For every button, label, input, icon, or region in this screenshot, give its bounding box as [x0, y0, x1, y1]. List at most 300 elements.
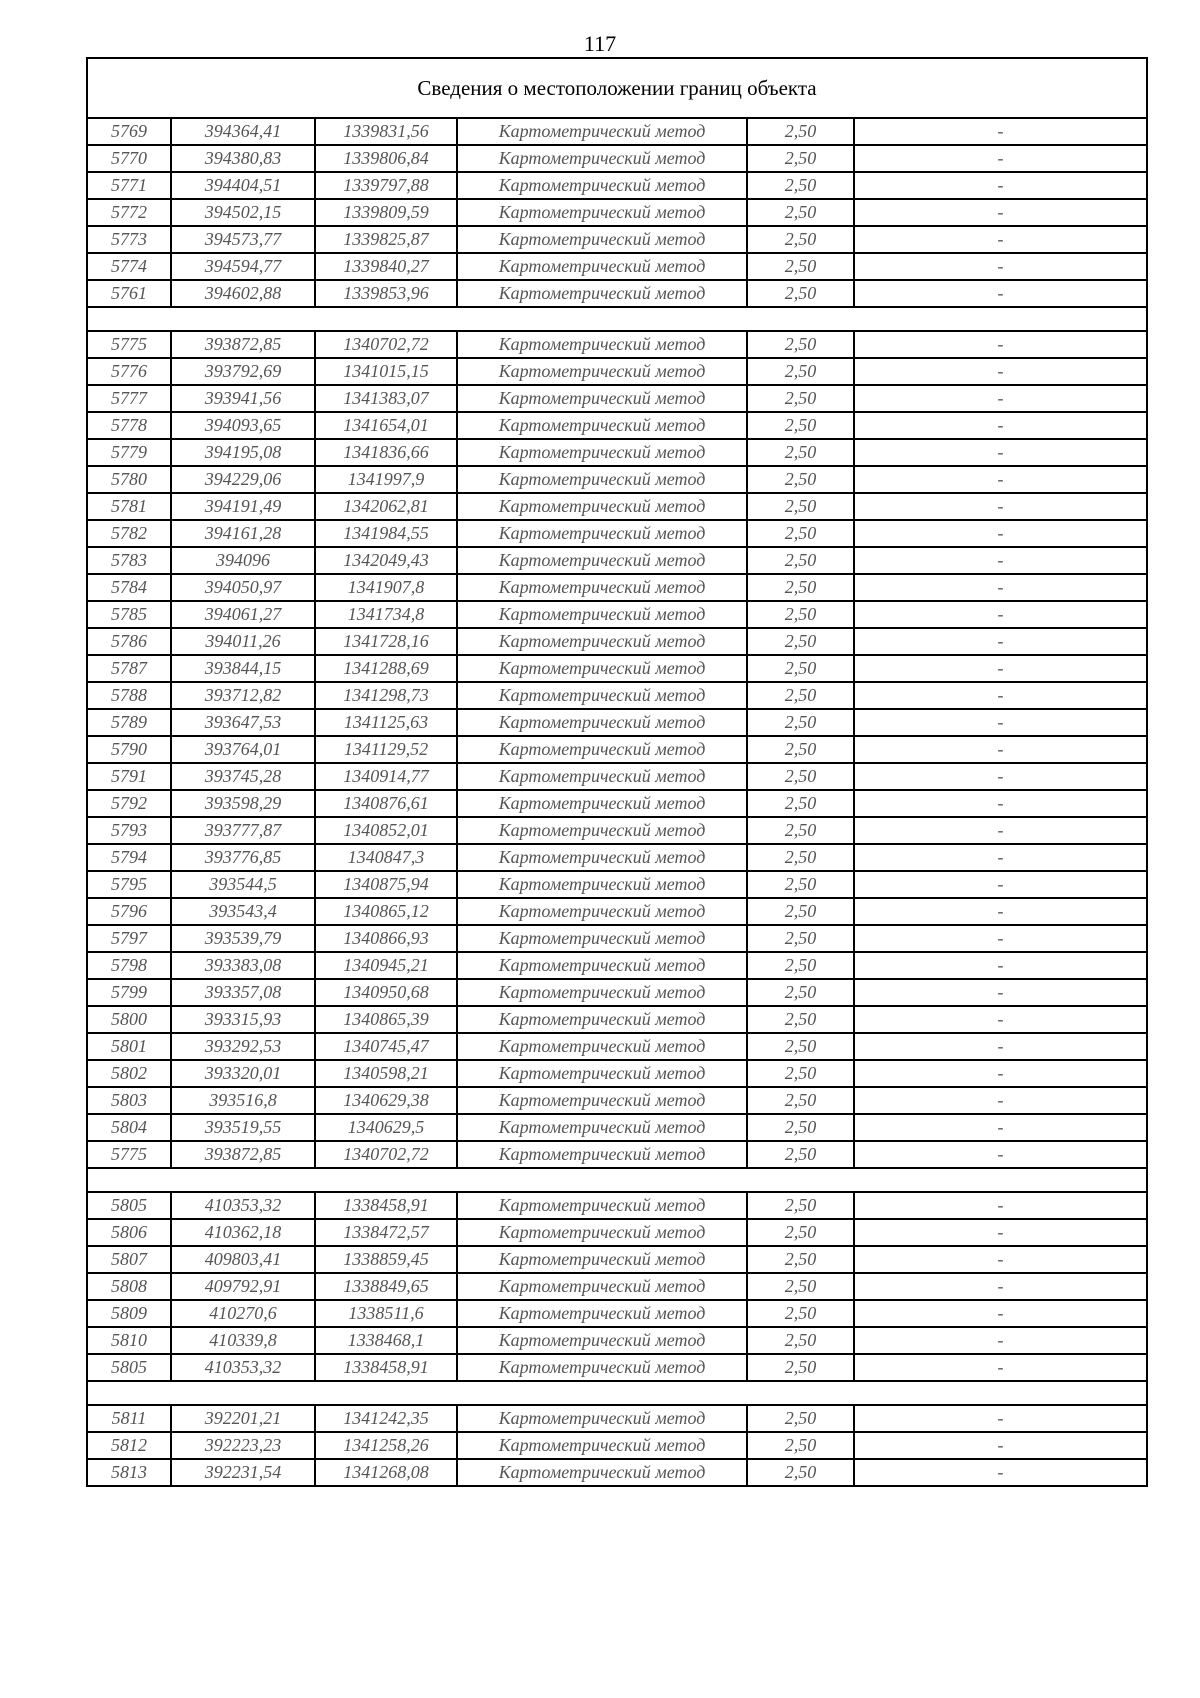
y-coordinate-cell: 1341268,08 [315, 1459, 457, 1486]
table-row [87, 466, 1147, 493]
method-cell: Картометрический метод [457, 574, 747, 601]
accuracy-cell: 2,50 [747, 817, 854, 844]
x-coordinate-cell: 393941,56 [171, 385, 315, 412]
x-coordinate-cell: 393776,85 [171, 844, 315, 871]
table-row [87, 253, 1147, 280]
description-cell: - [854, 1192, 1147, 1219]
accuracy-cell: 2,50 [747, 280, 854, 307]
table-row [87, 979, 1147, 1006]
point-number-cell: 5769 [87, 118, 171, 145]
method-cell: Картометрический метод [457, 1192, 747, 1219]
table-row [87, 682, 1147, 709]
accuracy-cell: 2,50 [747, 898, 854, 925]
description-cell: - [854, 1219, 1147, 1246]
table-row [87, 226, 1147, 253]
point-number-cell: 5798 [87, 952, 171, 979]
description-cell: - [854, 1114, 1147, 1141]
group-separator-cell [87, 1168, 1147, 1192]
point-number-cell: 5794 [87, 844, 171, 871]
point-number-cell: 5777 [87, 385, 171, 412]
method-cell: Картометрический метод [457, 1273, 747, 1300]
accuracy-cell: 2,50 [747, 1141, 854, 1168]
accuracy-cell: 2,50 [747, 574, 854, 601]
method-cell: Картометрический метод [457, 547, 747, 574]
x-coordinate-cell: 394093,65 [171, 412, 315, 439]
x-coordinate-cell: 409792,91 [171, 1273, 315, 1300]
table-row [87, 493, 1147, 520]
y-coordinate-cell: 1338849,65 [315, 1273, 457, 1300]
x-coordinate-cell: 394229,06 [171, 466, 315, 493]
point-number-cell: 5800 [87, 1006, 171, 1033]
method-cell: Картометрический метод [457, 493, 747, 520]
y-coordinate-cell: 1341129,52 [315, 736, 457, 763]
y-coordinate-cell: 1339840,27 [315, 253, 457, 280]
y-coordinate-cell: 1339853,96 [315, 280, 457, 307]
point-number-cell: 5808 [87, 1273, 171, 1300]
accuracy-cell: 2,50 [747, 844, 854, 871]
x-coordinate-cell: 394195,08 [171, 439, 315, 466]
method-cell: Картометрический метод [457, 520, 747, 547]
y-coordinate-cell: 1339825,87 [315, 226, 457, 253]
method-cell: Картометрический метод [457, 385, 747, 412]
y-coordinate-cell: 1340876,61 [315, 790, 457, 817]
x-coordinate-cell: 394602,88 [171, 280, 315, 307]
accuracy-cell: 2,50 [747, 1432, 854, 1459]
y-coordinate-cell: 1341242,35 [315, 1405, 457, 1432]
method-cell: Картометрический метод [457, 952, 747, 979]
method-cell: Картометрический метод [457, 1459, 747, 1486]
description-cell: - [854, 280, 1147, 307]
accuracy-cell: 2,50 [747, 682, 854, 709]
accuracy-cell: 2,50 [747, 466, 854, 493]
table-row [87, 118, 1147, 145]
point-number-cell: 5786 [87, 628, 171, 655]
description-cell: - [854, 1327, 1147, 1354]
y-coordinate-cell: 1338472,57 [315, 1219, 457, 1246]
description-cell: - [854, 1354, 1147, 1381]
method-cell: Картометрический метод [457, 628, 747, 655]
method-cell: Картометрический метод [457, 226, 747, 253]
accuracy-cell: 2,50 [747, 253, 854, 280]
method-cell: Картометрический метод [457, 1246, 747, 1273]
point-number-cell: 5782 [87, 520, 171, 547]
method-cell: Картометрический метод [457, 1060, 747, 1087]
method-cell: Картометрический метод [457, 601, 747, 628]
y-coordinate-cell: 1341383,07 [315, 385, 457, 412]
y-coordinate-cell: 1340847,3 [315, 844, 457, 871]
description-cell: - [854, 1087, 1147, 1114]
point-number-cell: 5761 [87, 280, 171, 307]
y-coordinate-cell: 1341728,16 [315, 628, 457, 655]
description-cell: - [854, 763, 1147, 790]
table-row [87, 763, 1147, 790]
y-coordinate-cell: 1340629,5 [315, 1114, 457, 1141]
description-cell: - [854, 331, 1147, 358]
table-row [87, 1060, 1147, 1087]
y-coordinate-cell: 1341654,01 [315, 412, 457, 439]
description-cell: - [854, 790, 1147, 817]
point-number-cell: 5811 [87, 1405, 171, 1432]
description-cell: - [854, 817, 1147, 844]
table-row [87, 412, 1147, 439]
x-coordinate-cell: 393315,93 [171, 1006, 315, 1033]
method-cell: Картометрический метод [457, 1141, 747, 1168]
description-cell: - [854, 1405, 1147, 1432]
description-cell: - [854, 1033, 1147, 1060]
description-cell: - [854, 385, 1147, 412]
point-number-cell: 5774 [87, 253, 171, 280]
table-row [87, 1087, 1147, 1114]
y-coordinate-cell: 1339809,59 [315, 199, 457, 226]
y-coordinate-cell: 1341125,63 [315, 709, 457, 736]
description-cell: - [854, 601, 1147, 628]
x-coordinate-cell: 409803,41 [171, 1246, 315, 1273]
y-coordinate-cell: 1339806,84 [315, 145, 457, 172]
method-cell: Картометрический метод [457, 709, 747, 736]
method-cell: Картометрический метод [457, 253, 747, 280]
point-number-cell: 5797 [87, 925, 171, 952]
group-separator-cell [87, 1381, 1147, 1405]
x-coordinate-cell: 410362,18 [171, 1219, 315, 1246]
y-coordinate-cell: 1340745,47 [315, 1033, 457, 1060]
description-cell: - [854, 574, 1147, 601]
x-coordinate-cell: 394364,41 [171, 118, 315, 145]
description-cell: - [854, 736, 1147, 763]
description-cell: - [854, 1300, 1147, 1327]
table-body [87, 58, 1147, 1486]
y-coordinate-cell: 1339831,56 [315, 118, 457, 145]
table-row [87, 898, 1147, 925]
method-cell: Картометрический метод [457, 1033, 747, 1060]
accuracy-cell: 2,50 [747, 226, 854, 253]
group-separator-row [87, 1381, 1147, 1405]
group-separator-cell [87, 307, 1147, 331]
y-coordinate-cell: 1340875,94 [315, 871, 457, 898]
description-cell: - [854, 1459, 1147, 1486]
description-cell: - [854, 493, 1147, 520]
y-coordinate-cell: 1340629,38 [315, 1087, 457, 1114]
accuracy-cell: 2,50 [747, 439, 854, 466]
description-cell: - [854, 709, 1147, 736]
table-row [87, 817, 1147, 844]
method-cell: Картометрический метод [457, 1432, 747, 1459]
table-title: Сведения о местоположении границ объекта [87, 58, 1147, 118]
point-number-cell: 5781 [87, 493, 171, 520]
method-cell: Картометрический метод [457, 736, 747, 763]
x-coordinate-cell: 394050,97 [171, 574, 315, 601]
table-row [87, 952, 1147, 979]
y-coordinate-cell: 1340914,77 [315, 763, 457, 790]
method-cell: Картометрический метод [457, 1006, 747, 1033]
y-coordinate-cell: 1338458,91 [315, 1192, 457, 1219]
description-cell: - [854, 1432, 1147, 1459]
method-cell: Картометрический метод [457, 1087, 747, 1114]
y-coordinate-cell: 1338468,1 [315, 1327, 457, 1354]
description-cell: - [854, 253, 1147, 280]
description-cell: - [854, 628, 1147, 655]
table-row [87, 709, 1147, 736]
method-cell: Картометрический метод [457, 358, 747, 385]
description-cell: - [854, 1273, 1147, 1300]
y-coordinate-cell: 1341984,55 [315, 520, 457, 547]
x-coordinate-cell: 393872,85 [171, 331, 315, 358]
description-cell: - [854, 226, 1147, 253]
accuracy-cell: 2,50 [747, 1459, 854, 1486]
y-coordinate-cell: 1340598,21 [315, 1060, 457, 1087]
y-coordinate-cell: 1340865,12 [315, 898, 457, 925]
y-coordinate-cell: 1338859,45 [315, 1246, 457, 1273]
description-cell: - [854, 358, 1147, 385]
table-row [87, 331, 1147, 358]
point-number-cell: 5773 [87, 226, 171, 253]
point-number-cell: 5795 [87, 871, 171, 898]
x-coordinate-cell: 393872,85 [171, 1141, 315, 1168]
description-cell: - [854, 979, 1147, 1006]
x-coordinate-cell: 393539,79 [171, 925, 315, 952]
table-row [87, 871, 1147, 898]
point-number-cell: 5779 [87, 439, 171, 466]
x-coordinate-cell: 393292,53 [171, 1033, 315, 1060]
table-row [87, 1246, 1147, 1273]
point-number-cell: 5806 [87, 1219, 171, 1246]
accuracy-cell: 2,50 [747, 1033, 854, 1060]
point-number-cell: 5813 [87, 1459, 171, 1486]
accuracy-cell: 2,50 [747, 358, 854, 385]
accuracy-cell: 2,50 [747, 145, 854, 172]
accuracy-cell: 2,50 [747, 1219, 854, 1246]
x-coordinate-cell: 393516,8 [171, 1087, 315, 1114]
point-number-cell: 5799 [87, 979, 171, 1006]
description-cell: - [854, 655, 1147, 682]
point-number-cell: 5789 [87, 709, 171, 736]
point-number-cell: 5805 [87, 1354, 171, 1381]
accuracy-cell: 2,50 [747, 1273, 854, 1300]
point-number-cell: 5802 [87, 1060, 171, 1087]
accuracy-cell: 2,50 [747, 925, 854, 952]
accuracy-cell: 2,50 [747, 871, 854, 898]
x-coordinate-cell: 393357,08 [171, 979, 315, 1006]
table-title-row [87, 58, 1147, 118]
accuracy-cell: 2,50 [747, 520, 854, 547]
accuracy-cell: 2,50 [747, 1300, 854, 1327]
accuracy-cell: 2,50 [747, 763, 854, 790]
table-row [87, 601, 1147, 628]
description-cell: - [854, 898, 1147, 925]
y-coordinate-cell: 1341734,8 [315, 601, 457, 628]
point-number-cell: 5784 [87, 574, 171, 601]
description-cell: - [854, 1246, 1147, 1273]
description-cell: - [854, 952, 1147, 979]
x-coordinate-cell: 393764,01 [171, 736, 315, 763]
x-coordinate-cell: 393544,5 [171, 871, 315, 898]
y-coordinate-cell: 1340950,68 [315, 979, 457, 1006]
table-row [87, 925, 1147, 952]
accuracy-cell: 2,50 [747, 601, 854, 628]
accuracy-cell: 2,50 [747, 952, 854, 979]
point-number-cell: 5790 [87, 736, 171, 763]
boundary-table-container [86, 57, 1146, 1487]
x-coordinate-cell: 393383,08 [171, 952, 315, 979]
table-row [87, 1192, 1147, 1219]
accuracy-cell: 2,50 [747, 385, 854, 412]
accuracy-cell: 2,50 [747, 1114, 854, 1141]
point-number-cell: 5772 [87, 199, 171, 226]
point-number-cell: 5775 [87, 1141, 171, 1168]
method-cell: Картометрический метод [457, 763, 747, 790]
accuracy-cell: 2,50 [747, 172, 854, 199]
table-row [87, 574, 1147, 601]
y-coordinate-cell: 1342049,43 [315, 547, 457, 574]
accuracy-cell: 2,50 [747, 412, 854, 439]
x-coordinate-cell: 392231,54 [171, 1459, 315, 1486]
point-number-cell: 5788 [87, 682, 171, 709]
y-coordinate-cell: 1338458,91 [315, 1354, 457, 1381]
x-coordinate-cell: 393712,82 [171, 682, 315, 709]
accuracy-cell: 2,50 [747, 1405, 854, 1432]
y-coordinate-cell: 1340702,72 [315, 1141, 457, 1168]
method-cell: Картометрический метод [457, 1219, 747, 1246]
y-coordinate-cell: 1340852,01 [315, 817, 457, 844]
y-coordinate-cell: 1341907,8 [315, 574, 457, 601]
accuracy-cell: 2,50 [747, 979, 854, 1006]
point-number-cell: 5796 [87, 898, 171, 925]
x-coordinate-cell: 394380,83 [171, 145, 315, 172]
table-row [87, 736, 1147, 763]
accuracy-cell: 2,50 [747, 118, 854, 145]
method-cell: Картометрический метод [457, 898, 747, 925]
method-cell: Картометрический метод [457, 145, 747, 172]
y-coordinate-cell: 1341288,69 [315, 655, 457, 682]
page-number: 117 [583, 31, 617, 56]
description-cell: - [854, 1006, 1147, 1033]
accuracy-cell: 2,50 [747, 547, 854, 574]
x-coordinate-cell: 394011,26 [171, 628, 315, 655]
table-row [87, 172, 1147, 199]
x-coordinate-cell: 410353,32 [171, 1192, 315, 1219]
point-number-cell: 5791 [87, 763, 171, 790]
description-cell: - [854, 682, 1147, 709]
table-row [87, 520, 1147, 547]
point-number-cell: 5804 [87, 1114, 171, 1141]
point-number-cell: 5775 [87, 331, 171, 358]
description-cell: - [854, 1060, 1147, 1087]
x-coordinate-cell: 393777,87 [171, 817, 315, 844]
description-cell: - [854, 466, 1147, 493]
table-row [87, 790, 1147, 817]
table-row [87, 547, 1147, 574]
method-cell: Картометрический метод [457, 439, 747, 466]
method-cell: Картометрический метод [457, 199, 747, 226]
accuracy-cell: 2,50 [747, 1246, 854, 1273]
point-number-cell: 5803 [87, 1087, 171, 1114]
table-row [87, 1327, 1147, 1354]
point-number-cell: 5770 [87, 145, 171, 172]
accuracy-cell: 2,50 [747, 1060, 854, 1087]
method-cell: Картометрический метод [457, 118, 747, 145]
method-cell: Картометрический метод [457, 331, 747, 358]
table-row [87, 1273, 1147, 1300]
method-cell: Картометрический метод [457, 817, 747, 844]
x-coordinate-cell: 393519,55 [171, 1114, 315, 1141]
description-cell: - [854, 439, 1147, 466]
description-cell: - [854, 412, 1147, 439]
point-number-cell: 5778 [87, 412, 171, 439]
table-row [87, 1459, 1147, 1486]
x-coordinate-cell: 393792,69 [171, 358, 315, 385]
table-row [87, 655, 1147, 682]
description-cell: - [854, 547, 1147, 574]
x-coordinate-cell: 394502,15 [171, 199, 315, 226]
method-cell: Картометрический метод [457, 1354, 747, 1381]
accuracy-cell: 2,50 [747, 709, 854, 736]
y-coordinate-cell: 1341836,66 [315, 439, 457, 466]
table-row [87, 358, 1147, 385]
y-coordinate-cell: 1341015,15 [315, 358, 457, 385]
x-coordinate-cell: 393598,29 [171, 790, 315, 817]
method-cell: Картометрический метод [457, 790, 747, 817]
description-cell: - [854, 199, 1147, 226]
y-coordinate-cell: 1342062,81 [315, 493, 457, 520]
x-coordinate-cell: 394191,49 [171, 493, 315, 520]
x-coordinate-cell: 410270,6 [171, 1300, 315, 1327]
accuracy-cell: 2,50 [747, 790, 854, 817]
table-row [87, 385, 1147, 412]
method-cell: Картометрический метод [457, 844, 747, 871]
x-coordinate-cell: 393844,15 [171, 655, 315, 682]
table-row [87, 1006, 1147, 1033]
x-coordinate-cell: 393543,4 [171, 898, 315, 925]
method-cell: Картометрический метод [457, 466, 747, 493]
table-row [87, 145, 1147, 172]
group-separator-row [87, 1168, 1147, 1192]
table-row [87, 199, 1147, 226]
table-row [87, 1405, 1147, 1432]
description-cell: - [854, 172, 1147, 199]
point-number-cell: 5785 [87, 601, 171, 628]
method-cell: Картометрический метод [457, 172, 747, 199]
accuracy-cell: 2,50 [747, 1327, 854, 1354]
table-row [87, 628, 1147, 655]
x-coordinate-cell: 410353,32 [171, 1354, 315, 1381]
y-coordinate-cell: 1341298,73 [315, 682, 457, 709]
point-number-cell: 5801 [87, 1033, 171, 1060]
method-cell: Картометрический метод [457, 979, 747, 1006]
x-coordinate-cell: 394096 [171, 547, 315, 574]
method-cell: Картометрический метод [457, 280, 747, 307]
point-number-cell: 5812 [87, 1432, 171, 1459]
method-cell: Картометрический метод [457, 925, 747, 952]
y-coordinate-cell: 1341997,9 [315, 466, 457, 493]
method-cell: Картометрический метод [457, 412, 747, 439]
y-coordinate-cell: 1341258,26 [315, 1432, 457, 1459]
point-number-cell: 5792 [87, 790, 171, 817]
group-separator-row [87, 307, 1147, 331]
point-number-cell: 5805 [87, 1192, 171, 1219]
x-coordinate-cell: 394573,77 [171, 226, 315, 253]
accuracy-cell: 2,50 [747, 199, 854, 226]
accuracy-cell: 2,50 [747, 1087, 854, 1114]
description-cell: - [854, 1141, 1147, 1168]
point-number-cell: 5771 [87, 172, 171, 199]
y-coordinate-cell: 1340945,21 [315, 952, 457, 979]
point-number-cell: 5810 [87, 1327, 171, 1354]
accuracy-cell: 2,50 [747, 1006, 854, 1033]
boundary-coordinates-table [86, 57, 1148, 1487]
point-number-cell: 5780 [87, 466, 171, 493]
point-number-cell: 5787 [87, 655, 171, 682]
method-cell: Картометрический метод [457, 871, 747, 898]
method-cell: Картометрический метод [457, 1405, 747, 1432]
